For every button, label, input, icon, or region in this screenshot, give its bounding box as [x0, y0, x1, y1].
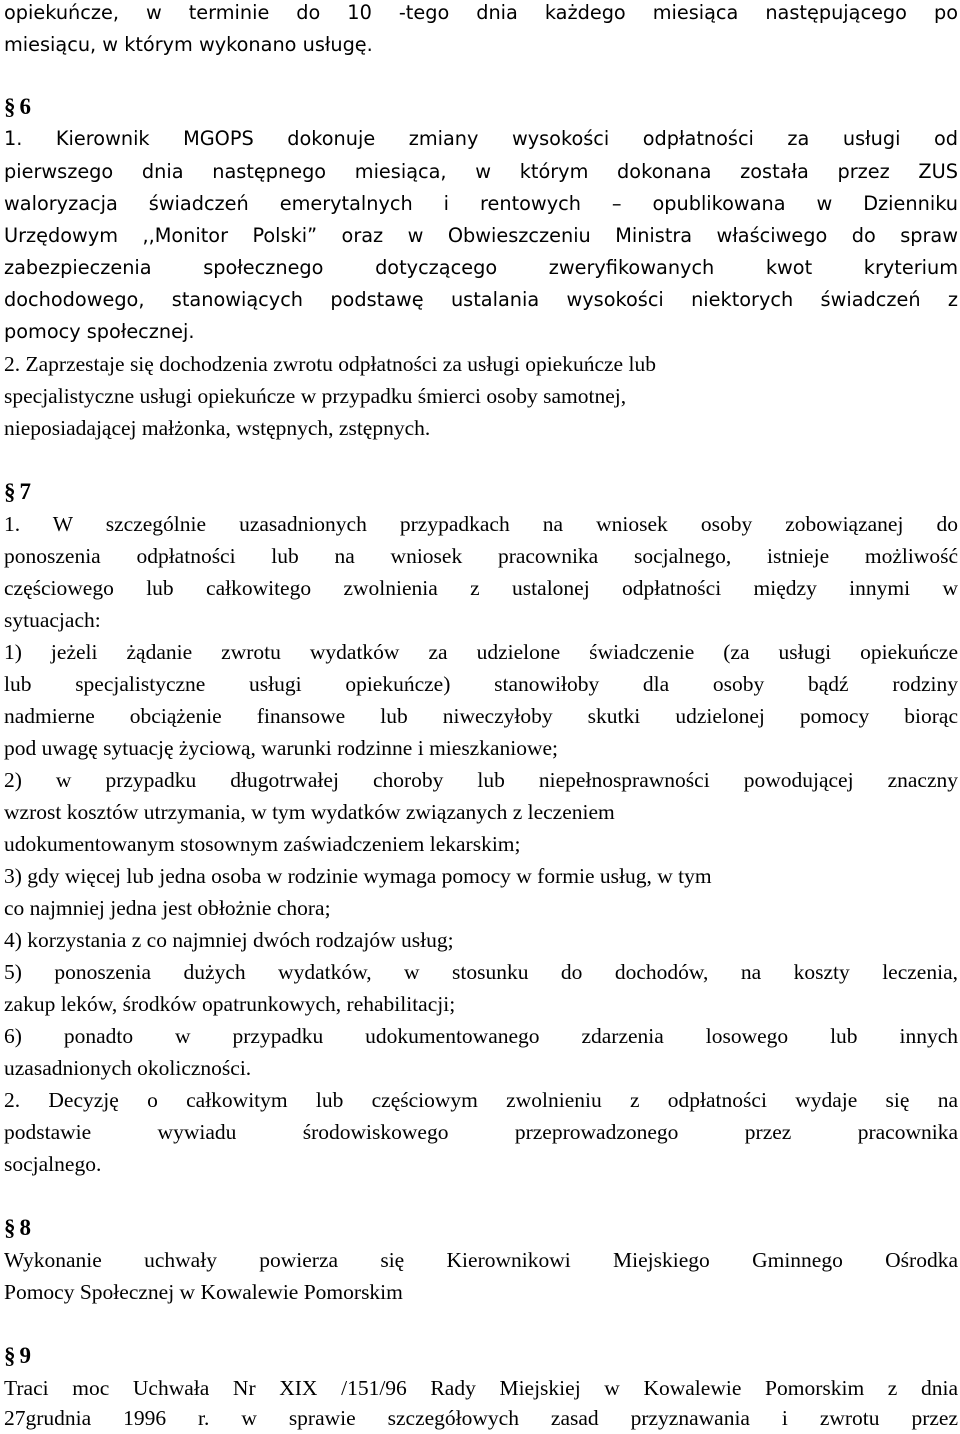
text-line: 6) ponadto w przypadku udokumentowanego zdarzenia losowego lub innych: [4, 1024, 958, 1048]
text-line: nadmierne obciążenie finansowe lub niweczyłoby skutki udzielonej pomocy biorąc: [4, 704, 958, 728]
text-line: uzasadnionych okoliczności.: [4, 1056, 252, 1080]
text-line: pod uwagę sytuację życiową, warunki rodzinne i mieszkaniowe;: [4, 736, 559, 760]
text-line: Pomocy Społecznej w Kowalewie Pomorskim: [4, 1280, 403, 1304]
text-line: sytuacjach:: [4, 608, 101, 632]
text-line: 4) korzystania z co najmniej dwóch rodzajów usług;: [4, 928, 454, 952]
text-line: waloryzacja świadczeń emerytalnych i rentowych – opublikowana w Dzienniku: [4, 192, 958, 215]
section-heading-7: [4, 476, 958, 508]
text-line: podstawie wywiadu środowiskowego przeprowadzonego przez pracownika: [4, 1120, 958, 1144]
section-number: 8: [19, 1215, 31, 1240]
text-line: 1. Kierownik MGOPS dokonuje zmiany wysokości odpłatności za usługi od: [4, 127, 958, 150]
text-line: pomocy społecznej.: [4, 320, 195, 343]
section-symbol: §: [4, 94, 16, 119]
text-line: Traci moc Uchwała Nr XIX /151/96 Rady Miejskiej w Kowalewie Pomorskim z dnia: [4, 1376, 958, 1400]
text-line: lub specjalistyczne usługi opiekuńcze) stanowiłoby dla osoby bądź rodziny: [4, 672, 958, 696]
text-line: co najmniej jedna jest obłożnie chora;: [4, 896, 331, 920]
text-line: wzrost kosztów utrzymania, w tym wydatków związanych z leczeniem: [4, 800, 615, 824]
text-line: zabezpieczenia społecznego dotyczącego zweryfikowanych kwot kryterium: [4, 256, 958, 279]
text-line: pierwszego dnia następnego miesiąca, w którym dokonana została przez ZUS: [4, 160, 958, 183]
text-line: Wykonanie uchwały powierza się Kierownikowi Miejskiego Gminnego Ośrodka: [4, 1248, 958, 1272]
text-line: 2. Decyzję o całkowitym lub częściowym zwolnieniu z odpłatności wydaje się na: [4, 1088, 958, 1112]
section-number: 6: [19, 94, 31, 119]
text-line: 1. W szczególnie uzasadnionych przypadkach na wniosek osoby zobowiązanej do: [4, 512, 958, 536]
text-line: 2. Zaprzestaje się dochodzenia zwrotu odpłatności za usługi opiekuńcze lub: [4, 352, 656, 376]
text-line: 3) gdy więcej lub jedna osoba w rodzinie wymaga pomocy w formie usług, w tym: [4, 864, 712, 888]
text-line: opiekuńcze, w terminie do 10 -tego dnia każdego miesiąca następującego po: [4, 1, 958, 24]
text-line: socjalnego.: [4, 1152, 102, 1176]
text-line: 2) w przypadku długotrwałej choroby lub niepełnosprawności powodującej znaczny: [4, 768, 958, 792]
text-line: miesiącu, w którym wykonano usługę.: [4, 33, 373, 56]
text-line: Urzędowym ,,Monitor Polski” oraz w Obwieszczeniu Ministra właściwego do spraw: [4, 224, 958, 247]
section-heading-9: [4, 1340, 958, 1372]
text-line: częściowego lub całkowitego zwolnienia z ustalonej odpłatności między innymi w: [4, 576, 958, 600]
text-line: nieposiadającej małżonka, wstępnych, zstępnych.: [4, 416, 431, 440]
section-heading-6: [4, 91, 958, 123]
section-symbol: §: [4, 479, 16, 504]
section-number: 7: [19, 479, 31, 504]
section-symbol: §: [4, 1215, 16, 1240]
section-symbol: §: [4, 1343, 16, 1368]
text-line: specjalistyczne usługi opiekuńcze w przypadku śmierci osoby samotnej,: [4, 384, 627, 408]
text-line: dochodowego, stanowiących podstawę ustalania wysokości niektorych świadczeń z: [4, 288, 958, 311]
text-line: 27grudnia 1996 r. w sprawie szczegółowych zasad przyznawania i zwrotu przez: [4, 1406, 958, 1430]
text-line: 5) ponoszenia dużych wydatków, w stosunku do dochodów, na koszty leczenia,: [4, 960, 958, 984]
text-line: zakup leków, środków opatrunkowych, rehabilitacji;: [4, 992, 456, 1016]
section-number: 9: [19, 1343, 31, 1368]
text-line: 1) jeżeli żądanie zwrotu wydatków za udzielone świadczenie (za usługi opiekuńcze: [4, 640, 958, 664]
text-line: ponoszenia odpłatności lub na wniosek pracownika socjalnego, istnieje możliwość: [4, 544, 958, 568]
text-line: udokumentowanym stosownym zaświadczeniem lekarskim;: [4, 832, 521, 856]
section-heading-8: [4, 1212, 958, 1244]
